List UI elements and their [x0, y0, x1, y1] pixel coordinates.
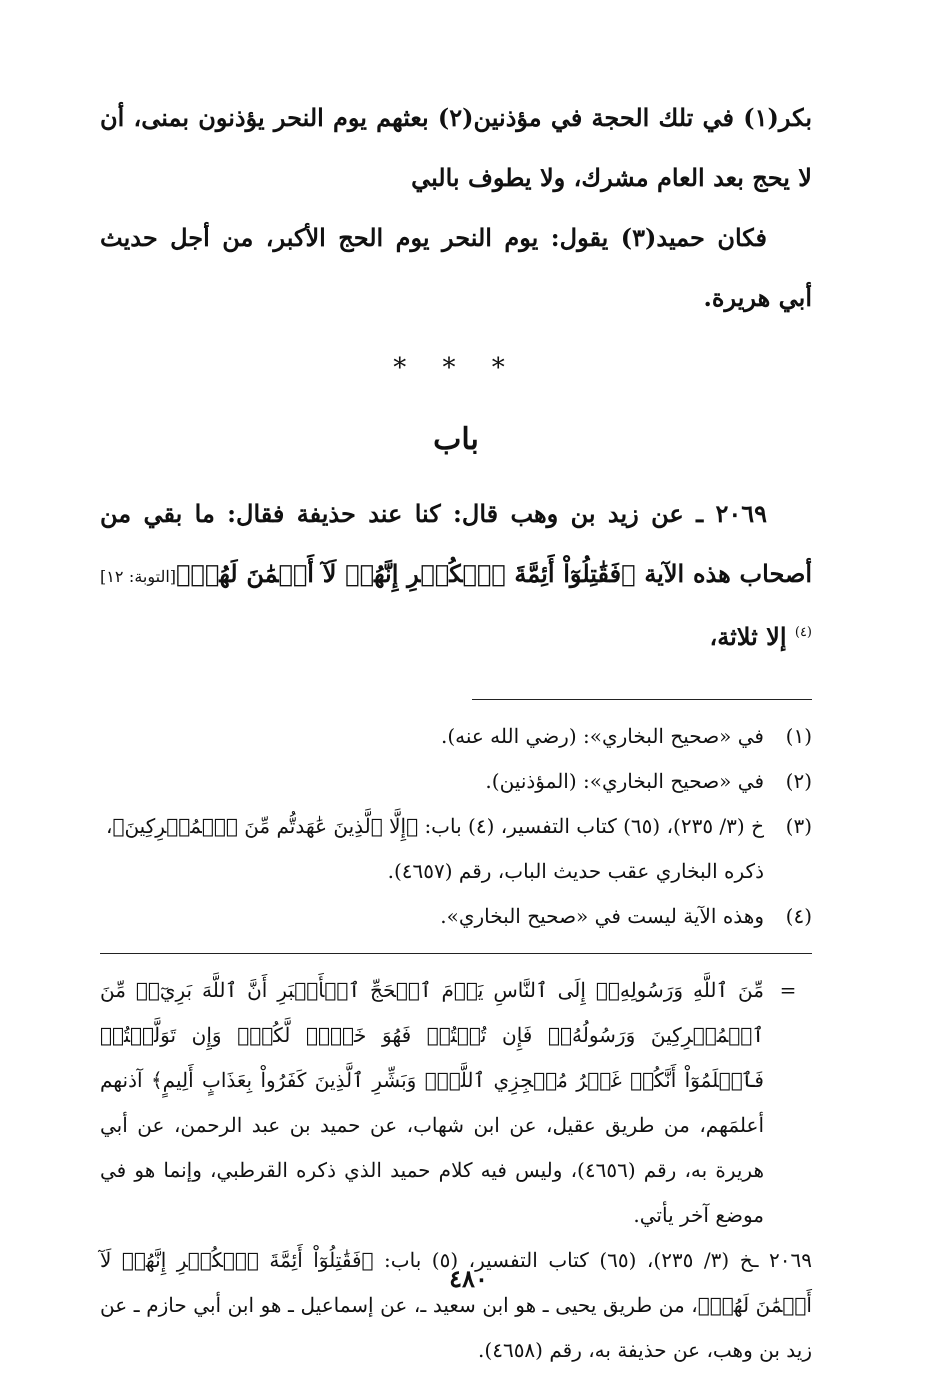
continuation-note: آذنهم أعلمَهم، من طريق عقيل، عن ابن شهاب، عن حميد بن عبد الرحمن، عن أبي هريرة به، رقم (٤٦٥٦)، وليس فيه كلام حميد الذي ذكره القرطبي، وإنما هو في موضع آخر يأتي. [100, 1068, 765, 1227]
takhrij-number: ٢٠٦٩ ـ [752, 1248, 812, 1272]
page-number: ٤٨٠ [449, 1264, 488, 1293]
footnote-number: (٤) [785, 904, 812, 928]
continuation-rule [100, 953, 812, 954]
hadith-text-part2: إلا ثلاثة، [709, 622, 787, 651]
continuation-verse: مِّنَ ٱللَّهِ وَرَسُولِهِۦٓ إِلَى ٱلنَّاسِ يَوۡمَ ٱلۡحَجِّ ٱلۡأَكۡبَرِ أَنَّ ٱللَّهَ بَرِيٓءٞ مِّنَ ٱلۡمُشۡرِكِينَ وَرَسُولُهُۥۚ فَإِن تُبۡتُمۡ فَهُوَ خَيۡرٞ لَّكُمۡۖ وَإِن تَوَلَّيۡتُمۡ فَٱعۡلَمُوٓاْ أَنَّكُمۡ غَيۡرُ مُعۡجِزِي ٱللَّهِۗ وَبَشِّرِ ٱلَّذِينَ كَفَرُواْ بِعَذَابٍ أَلِيمٍ﴾ [100, 978, 764, 1092]
footnotes [100, 714, 812, 939]
footnote-text: خ (٣/ ٢٣٥)، (٦٥) كتاب التفسير، (٤) باب: ﴿إِلَّا ٱلَّذِينَ عَٰهَدتُّم مِّنَ ٱلۡمُشۡرِكِينَ﴾، ذكره البخاري عقب حديث الباب، رقم (٤٦٥٧). [106, 814, 764, 883]
footnote-item [100, 759, 812, 804]
hadith-number: ٢٠٦٩ ـ [696, 499, 768, 528]
body-paragraph-2: فكان حميد(٣) يقول: يوم النحر يوم الحج الأكبر، من أجل حديث أبي هريرة. [100, 223, 812, 312]
footnote-text: في «صحيح البخاري»: (المؤذنين). [485, 769, 764, 793]
footnote-item [100, 894, 812, 939]
continuation-text [100, 968, 764, 1238]
page-content [100, 88, 812, 1373]
footnote-number: (٣) [785, 814, 812, 838]
takhrij-text: خ (٣/ ٢٣٥)، (٦٥) كتاب التفسير، (٥) باب: ﴿فَقَٰتِلُوٓاْ أَئِمَّةَ ٱلۡكُفۡرِ إِنَّهُمۡ لَآ أَيۡمَٰنَ لَهُمۡ﴾، من طريق يحيى ـ هو ابن سعيد ـ، عن إسماعيل ـ هو ابن أبي حازم ـ عن زيد بن وهب، عن حذيفة به، رقم (٤٦٥٨). [100, 1248, 812, 1362]
body-paragraph-1: بكر(١) في تلك الحجة في مؤذنين(٢) بعثهم يوم النحر يؤذنون بمنى، أن لا يحج بعد العام مشرك، ولا يطوف بالبي [100, 103, 812, 192]
hadith-text-part1: عن زيد بن وهب قال: كنا عند حذيفة فقال: ما بقي من أصحاب هذه الآية [100, 499, 813, 588]
footnote-number: (١) [785, 724, 812, 748]
footnote-item [100, 804, 812, 894]
takhrij-note [100, 1238, 812, 1373]
hadith-paragraph [100, 484, 812, 667]
footnote-mark-4: (٤) [794, 625, 812, 640]
section-heading: باب [433, 422, 479, 457]
footnote-number: (٢) [785, 769, 812, 793]
footnote-item [100, 714, 812, 759]
verse-reference: [التوبة: ١٢] [100, 567, 177, 586]
quran-verse: ﴿فَقَٰتِلُوٓاْ أَئِمَّةَ ٱلۡكُفۡرِ إِنَّهُمۡ لَآ أَيۡمَٰنَ لَهُمۡ﴾ [176, 559, 636, 588]
footnote-rule [472, 699, 812, 700]
continuation-mark: = [779, 978, 797, 1002]
footnote-text: في «صحيح البخاري»: (رضي الله عنه). [440, 724, 764, 748]
section-separator: * * * [393, 353, 519, 383]
footnote-text: وهذه الآية ليست في «صحيح البخاري». [440, 904, 764, 928]
continuation-block [100, 968, 812, 1238]
